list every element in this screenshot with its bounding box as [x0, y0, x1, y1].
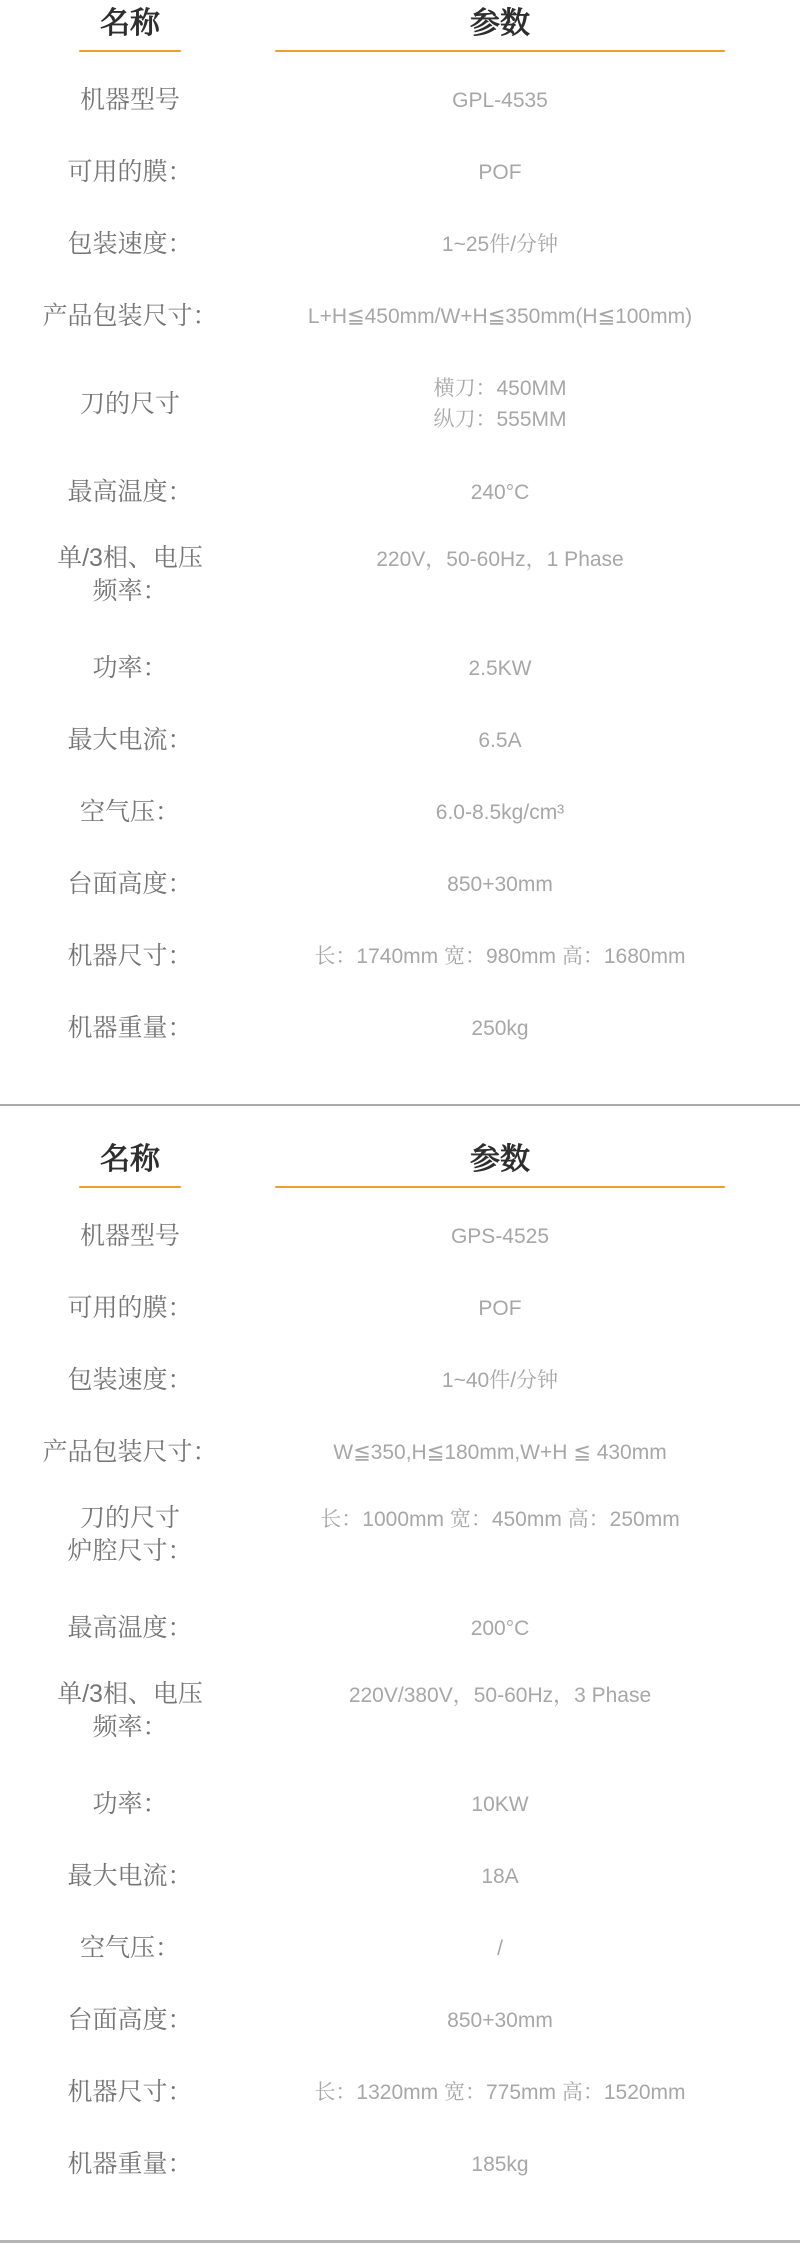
spec-row: [0, 352, 800, 456]
spec-row: [0, 136, 800, 208]
spec-label: [0, 1502, 240, 1568]
spec-label: 机器型号: [79, 1221, 180, 1250]
spec-label: 机器尺寸：: [67, 2077, 193, 2106]
spec-value: L+H≦450mm/W+H≦350mm(H≦100mm): [307, 304, 693, 328]
spec-label-line: 单/3相、电压: [57, 1680, 203, 1708]
spec-label-line: 炉腔尺寸：: [67, 1537, 193, 1565]
header-underline: [275, 50, 725, 52]
spec-row: [0, 64, 800, 136]
spec-row: [0, 280, 800, 352]
spec-row: [0, 776, 800, 848]
spec-label: 台面高度：: [67, 869, 193, 898]
spec-label: 机器重量：: [67, 2149, 193, 2178]
header-param-cell: [240, 6, 800, 52]
spec-label: 最高温度：: [67, 477, 193, 506]
spec-label: 空气压：: [79, 1933, 180, 1962]
header-underline: [79, 50, 181, 52]
header-name-cell: [0, 6, 240, 52]
spec-row: [0, 528, 800, 632]
spec-label: 产品包装尺寸：: [42, 301, 218, 330]
spec-row: [0, 1664, 800, 1768]
table-header: [0, 0, 800, 52]
spec-row: [0, 1840, 800, 1912]
spec-label: 功率：: [92, 1789, 168, 1818]
spec-label: 产品包装尺寸：: [42, 1437, 218, 1466]
header-name-label: 名称: [100, 7, 160, 40]
spec-label-line: 单/3相、电压: [57, 544, 203, 572]
spec-value: 2.5KW: [468, 656, 532, 680]
header-name-cell: [0, 1142, 240, 1188]
spec-label-line: 频率：: [92, 1713, 168, 1741]
header-param-label: 参数: [470, 1143, 530, 1176]
spec-row: [0, 1416, 800, 1488]
spec-row: [0, 1344, 800, 1416]
spec-value: 长：1320mm 宽：775mm 高：1520mm: [314, 2080, 686, 2104]
spec-value: 1~25件/分钟: [441, 232, 559, 256]
spec-row: [0, 920, 800, 992]
spec-row: [0, 1768, 800, 1840]
spec-value: W≦350,H≦180mm,W+H ≦ 430mm: [333, 1440, 667, 1464]
spec-value: 250kg: [471, 1016, 529, 1040]
spec-value: 6.5A: [478, 728, 522, 752]
spec-row: [0, 1912, 800, 1984]
table-header: [0, 1106, 800, 1188]
spec-value: 220V，50-60Hz，1 Phase: [376, 548, 624, 571]
spec-value-line: 横刀：450MM: [433, 377, 567, 400]
spec-row: [0, 632, 800, 704]
header-underline: [275, 1186, 725, 1188]
spec-label: 最大电流：: [67, 725, 193, 754]
spec-label: 机器尺寸：: [67, 941, 193, 970]
spec-table-1: [0, 0, 800, 1064]
spec-label: 最高温度：: [67, 1613, 193, 1642]
spec-row: [0, 456, 800, 528]
spec-value: 18A: [481, 1864, 519, 1888]
spec-label: 机器重量：: [67, 1013, 193, 1042]
spec-value: [240, 373, 800, 435]
spec-value: GPS-4525: [450, 1224, 550, 1248]
spec-value: 长：1000mm 宽：450mm 高：250mm: [320, 1508, 680, 1531]
spec-label: 空气压：: [79, 797, 180, 826]
spec-row: [0, 2128, 800, 2200]
header-name-label: 名称: [100, 1143, 160, 1176]
spec-value: 10KW: [471, 1792, 529, 1816]
spec-value: POF: [478, 1296, 522, 1320]
spec-row: [0, 848, 800, 920]
spec-value: 200°C: [470, 1616, 530, 1640]
spec-value: 240°C: [470, 480, 530, 504]
spec-value: GPL-4535: [452, 88, 548, 112]
spec-row: [0, 704, 800, 776]
spec-row: [0, 1592, 800, 1664]
header-underline: [79, 1186, 181, 1188]
spec-row: [0, 1488, 800, 1592]
spec-value: 220V/380V，50-60Hz，3 Phase: [348, 1684, 652, 1707]
spec-row: [0, 992, 800, 1064]
spec-value: 1~40件/分钟: [441, 1368, 559, 1392]
spec-label: [0, 542, 240, 608]
spec-label-line: 刀的尺寸: [79, 1504, 180, 1532]
spec-value: 6.0-8.5kg/cm³: [435, 800, 565, 824]
spec-label: 可用的膜：: [67, 157, 193, 186]
spec-label: 最大电流：: [67, 1861, 193, 1890]
header-param-cell: [240, 1142, 800, 1188]
spec-table-2: [0, 1106, 800, 2200]
spec-value-line: 纵刀：555MM: [433, 408, 567, 431]
spec-value: 850+30mm: [447, 872, 553, 896]
spec-label: [0, 1678, 240, 1744]
spec-value: 850+30mm: [447, 2008, 553, 2032]
spec-label: 包装速度：: [67, 229, 193, 258]
spec-label: 包装速度：: [67, 1365, 193, 1394]
spec-row: [0, 2056, 800, 2128]
spec-value: /: [497, 1936, 503, 1960]
spec-label: 台面高度：: [67, 2005, 193, 2034]
spec-label: 机器型号: [79, 85, 180, 114]
spec-value: 长：1740mm 宽：980mm 高：1680mm: [314, 944, 686, 968]
header-param-label: 参数: [470, 7, 530, 40]
spec-label: 刀的尺寸: [79, 389, 180, 418]
spec-label-line: 频率：: [92, 577, 168, 605]
bottom-divider: [0, 2240, 800, 2243]
spec-row: [0, 1272, 800, 1344]
spec-label: 可用的膜：: [67, 1293, 193, 1322]
spec-row: [0, 208, 800, 280]
spec-value: 185kg: [471, 2152, 529, 2176]
spec-value: POF: [478, 160, 522, 184]
spec-row: [0, 1984, 800, 2056]
spec-label: 功率：: [92, 653, 168, 682]
spec-row: [0, 1200, 800, 1272]
